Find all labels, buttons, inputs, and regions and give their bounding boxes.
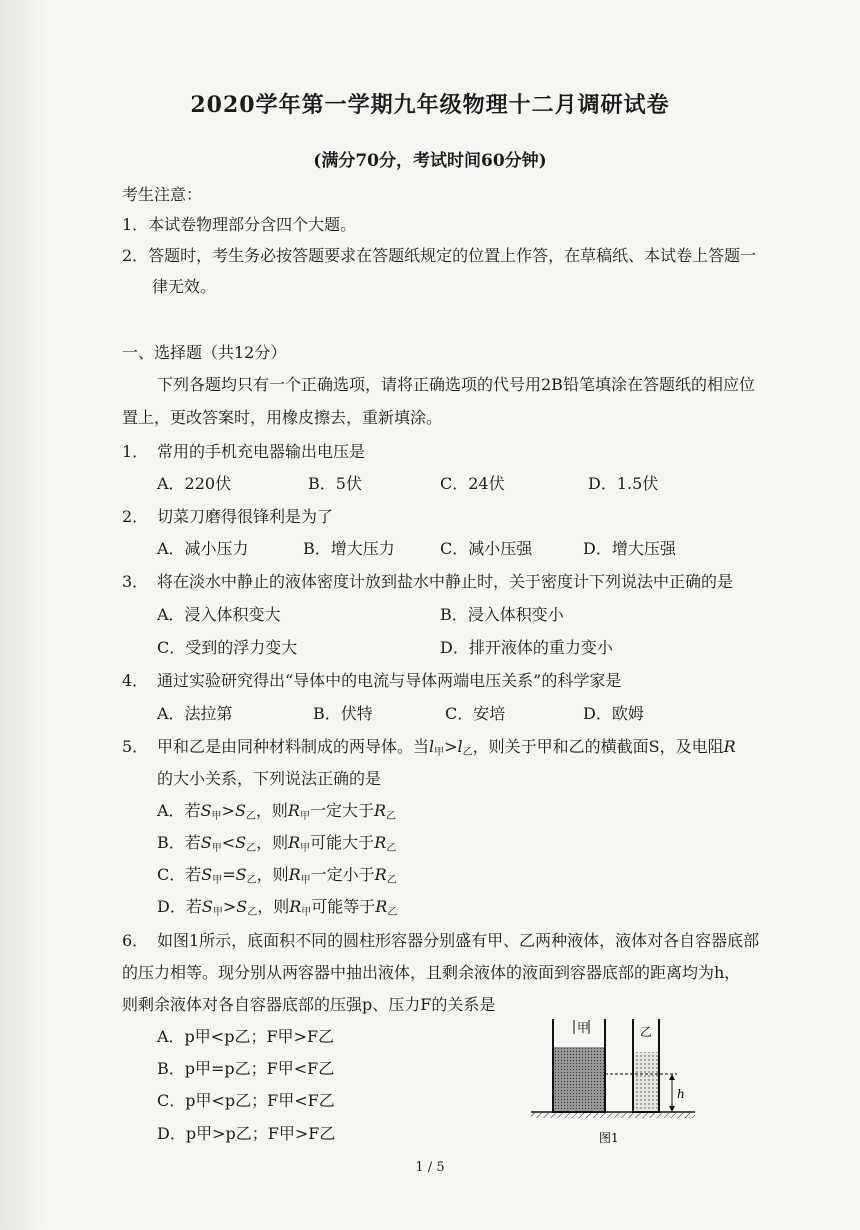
- question-1-option-c: C．24伏: [440, 474, 505, 493]
- exam-title: 2020学年第一学期九年级物理十二月调研试卷: [190, 92, 670, 118]
- notice-item-2-line-1: 2．答题时，考生务必按答题要求在答题纸规定的位置上作答，在草稿纸、本试卷上答题一: [122, 246, 757, 265]
- question-6-option-a: A．p甲<p乙；F甲>F乙: [157, 1027, 335, 1046]
- question-5-number: 5．: [122, 737, 149, 756]
- question-5-stem-line-2: 的大小关系，下列说法正确的是: [157, 769, 382, 788]
- question-6-option-c: C．p甲<p乙；F甲<F乙: [157, 1091, 335, 1110]
- question-2-option-b: B．增大压力: [303, 539, 395, 558]
- question-3-option-a: A．浸入体积变大: [157, 605, 281, 624]
- question-5-option-d: D．若$S_甲>S_乙$，则$R_甲$可能等于$R_乙$: [157, 897, 398, 918]
- section-intro-line-2: 置上，更改答案时，用橡皮擦去，重新填涂。: [122, 408, 443, 427]
- notice-item-2-line-2: 律无效。: [152, 277, 217, 296]
- figure-1: [527, 1014, 707, 1149]
- question-5-stem: 甲和乙是由同种材料制成的两导体。当$l_甲>l_乙$，则关于甲和乙的横截面S，及电阻R: [157, 737, 736, 758]
- page-number: 1 / 5: [415, 1160, 445, 1175]
- figure-caption: 图1: [599, 1131, 619, 1145]
- question-4-number: 4．: [122, 671, 149, 690]
- question-4-option-b: B．伏特: [313, 704, 373, 723]
- question-2-stem: 切菜刀磨得很锋利是为了: [157, 507, 334, 526]
- question-5-option-b: B．若$S_甲<S_乙$，则$R_甲$可能大于$R_乙$: [157, 833, 397, 854]
- question-6-number: 6．: [122, 931, 149, 950]
- label-h: h: [677, 1087, 685, 1101]
- scan-shadow: [0, 0, 48, 1230]
- question-1-stem: 常用的手机充电器输出电压是: [157, 442, 366, 461]
- question-3-stem: 将在淡水中静止的液体密度计放到盐水中静止时，关于密度计下列说法中正确的是: [157, 572, 734, 591]
- question-6-line-3: 则剩余液体对各自容器底部的压强p、压力F的关系是: [122, 995, 496, 1014]
- question-3-number: 3．: [122, 572, 149, 591]
- question-1-number: 1．: [122, 442, 149, 461]
- ground-hatch: [531, 1113, 695, 1118]
- question-4-option-c: C．安培: [445, 704, 506, 723]
- question-6-line-2: 的压力相等。现分别从两容器中抽出液体，且剩余液体的液面到容器底部的距离均为h，: [122, 963, 741, 982]
- question-6-option-b: B．p甲=p乙；F甲<F乙: [157, 1059, 335, 1078]
- label-jia: 甲: [577, 1021, 590, 1035]
- question-1-option-b: B．5伏: [308, 474, 362, 493]
- section-heading: 一、选择题（共12分）: [122, 343, 287, 362]
- notice-item-1: 1．本试卷物理部分含四个大题。: [122, 215, 357, 234]
- question-4-stem: 通过实验研究得出“导体中的电流与导体两端电压关系”的科学家是: [157, 671, 622, 690]
- question-2-option-a: A．减小压力: [157, 539, 249, 558]
- question-3-option-b: B．浸入体积变小: [440, 605, 564, 624]
- question-1-option-a: A．220伏: [157, 474, 232, 493]
- question-4-option-d: D．欧姆: [583, 704, 644, 723]
- liquid-jia: [553, 1047, 605, 1112]
- notice-heading: 考生注意：: [122, 185, 203, 204]
- question-6-line-1: 如图1所示，底面积不同的圆柱形容器分别盛有甲、乙两种液体，液体对各自容器底部: [157, 931, 760, 950]
- figure-1-diagram: [527, 1014, 707, 1149]
- exam-subtitle: (满分70分，考试时间60分钟): [313, 151, 547, 171]
- question-5-option-c: C．若$S_甲=S_乙$，则$R_甲$一定小于$R_乙$: [157, 865, 397, 886]
- question-3-option-c: C．受到的浮力变大: [157, 638, 298, 657]
- question-2-option-d: D．增大压强: [583, 539, 676, 558]
- question-6-option-d: D．p甲>p乙；F甲>F乙: [157, 1124, 336, 1143]
- question-3-option-d: D．排开液体的重力变小: [440, 638, 613, 657]
- question-4-option-a: A．法拉第: [157, 704, 233, 723]
- question-1-option-d: D．1.5伏: [588, 474, 659, 493]
- question-2-number: 2．: [122, 507, 149, 526]
- section-intro-line-1: 下列各题均只有一个正确选项，请将正确选项的代号用2B铅笔填涂在答题纸的相应位: [157, 375, 755, 394]
- question-2-option-c: C．减小压强: [440, 539, 533, 558]
- label-yi: 乙: [640, 1025, 653, 1039]
- liquid-yi: [633, 1052, 659, 1112]
- question-5-option-a: A．若$S_甲>S_乙$，则$R_甲$一定大于$R_乙$: [157, 801, 397, 822]
